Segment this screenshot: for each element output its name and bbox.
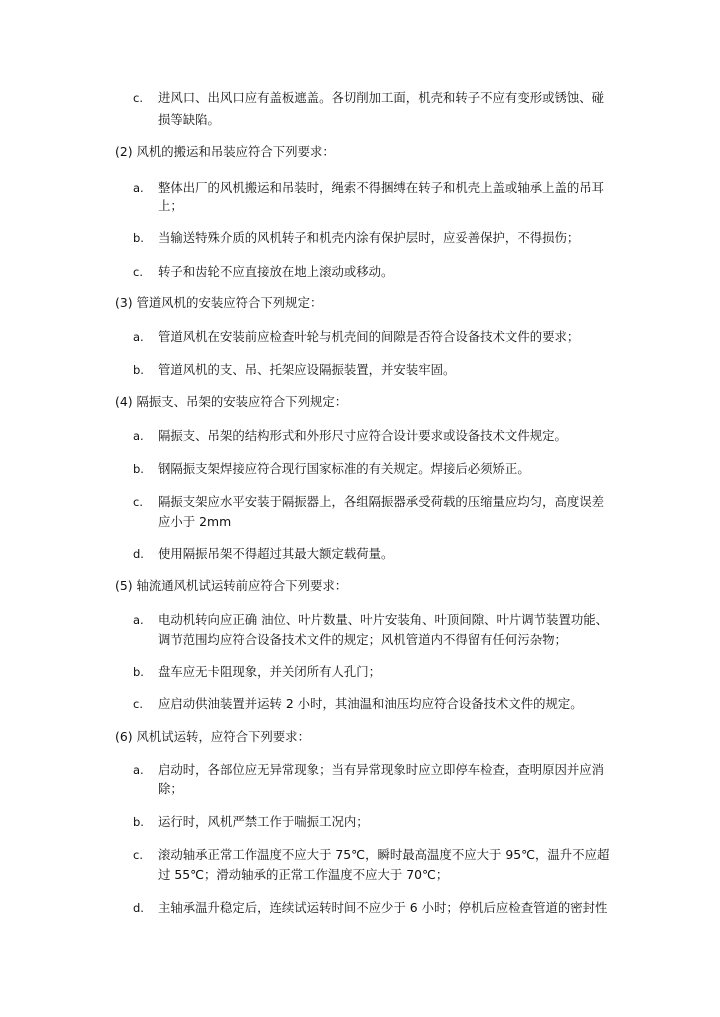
- item-text-continuation: 过 55℃；滑动轴承的正常工作温度不应大于 70℃；: [158, 867, 449, 882]
- item-text: 钢隔振支架焊接应符合现行国家标准的有关规定。焊接后必须矫正。: [158, 461, 530, 476]
- item-text: 管道风机的支、吊、托架应设隔振装置，并安装牢固。: [158, 362, 456, 377]
- item-marker: a.: [133, 429, 144, 443]
- item-marker: b.: [133, 815, 144, 829]
- list-item: [0, 761, 720, 779]
- list-item: [0, 229, 720, 247]
- list-item: [0, 493, 720, 511]
- item-text-continuation: 损等缺陷。: [158, 112, 220, 127]
- section-heading: (5) 轴流通风机试运转前应符合下列要求：: [115, 578, 348, 593]
- list-item: [0, 263, 720, 281]
- list-item: [0, 545, 720, 563]
- item-text-continuation: 除；: [158, 781, 183, 796]
- list-item: [0, 361, 720, 379]
- item-marker: c.: [133, 265, 143, 279]
- item-text: 转子和齿轮不应直接放在地上滚动或移动。: [158, 264, 394, 279]
- list-item: [0, 695, 720, 713]
- item-text: 启动时，各部位应无异常现象；当有异常现象时应立即停车检查，查明原因并应消: [158, 762, 605, 777]
- item-marker: a.: [133, 763, 144, 777]
- section-heading: (4) 隔振支、吊架的安装应符合下列规定：: [115, 394, 348, 409]
- section-heading: (3) 管道风机的安装应符合下列规定：: [115, 295, 323, 310]
- item-marker: c.: [133, 848, 143, 862]
- item-text-continuation: 应小于 2mm: [158, 514, 232, 529]
- item-text: 应启动供油装置并运转 2 小时，其油温和油压均应符合设备技术文件的规定。: [158, 696, 583, 711]
- item-marker: a.: [133, 181, 144, 195]
- item-marker: b.: [133, 462, 144, 476]
- section-heading: (6) 风机试运转，应符合下列要求：: [115, 729, 310, 744]
- item-text: 进风口、出风口应有盖板遮盖。各切削加工面，机壳和转子不应有变形或锈蚀、碰: [158, 90, 605, 105]
- item-marker: a.: [133, 330, 144, 344]
- item-marker: b.: [133, 363, 144, 377]
- item-text: 电动机转向应正确 油位、叶片数量、叶片安装角、叶顶间隙、叶片调节装置功能、: [158, 612, 609, 627]
- item-text: 管道风机在安装前应检查叶轮与机壳间的间隙是否符合设备技术文件的要求；: [158, 329, 580, 344]
- item-text: 使用隔振吊架不得超过其最大额定载荷量。: [158, 546, 394, 561]
- list-item: [0, 813, 720, 831]
- item-text: 隔振支架应水平安装于隔振器上，各组隔振器承受荷载的压缩量应均匀，高度误差: [158, 494, 605, 509]
- item-text: 盘车应无卡阻现象，并关闭所有人孔门；: [158, 664, 382, 679]
- list-item: [0, 663, 720, 681]
- section-heading: (2) 风机的搬运和吊装应符合下列要求：: [115, 144, 335, 159]
- item-text: 隔振支、吊架的结构形式和外形尺寸应符合设计要求或设备技术文件规定。: [158, 428, 567, 443]
- item-marker: c.: [133, 91, 143, 105]
- list-item: [0, 899, 720, 917]
- item-marker: b.: [133, 231, 144, 245]
- list-item: [0, 427, 720, 445]
- list-item: [0, 460, 720, 478]
- item-marker: d.: [133, 901, 144, 915]
- item-text: 当输送特殊介质的风机转子和机壳内涂有保护层时，应妥善保护，不得损伤；: [158, 230, 580, 245]
- list-item: [0, 328, 720, 346]
- item-marker: c.: [133, 697, 143, 711]
- item-marker: b.: [133, 665, 144, 679]
- list-item: [0, 89, 720, 107]
- list-item: [0, 179, 720, 197]
- item-text-continuation: 上；: [158, 198, 183, 213]
- item-marker: a.: [133, 613, 144, 627]
- list-item: [0, 846, 720, 864]
- item-text: 主轴承温升稳定后，连续试运转时间不应少于 6 小时；停机后应检查管道的密封性: [158, 900, 608, 915]
- item-text: 整体出厂的风机搬运和吊装时，绳索不得捆缚在转子和机壳上盖或轴承上盖的吊耳: [158, 180, 605, 195]
- item-text-continuation: 调节范围均应符合设备技术文件的规定；风机管道内不得留有任何污杂物；: [158, 632, 567, 647]
- item-marker: d.: [133, 547, 144, 561]
- item-marker: c.: [133, 495, 143, 509]
- item-text: 滚动轴承正常工作温度不应大于 75℃，瞬时最高温度不应大于 95℃，温升不应超: [158, 847, 610, 862]
- list-item: [0, 611, 720, 629]
- item-text: 运行时，风机严禁工作于喘振工况内；: [158, 814, 369, 829]
